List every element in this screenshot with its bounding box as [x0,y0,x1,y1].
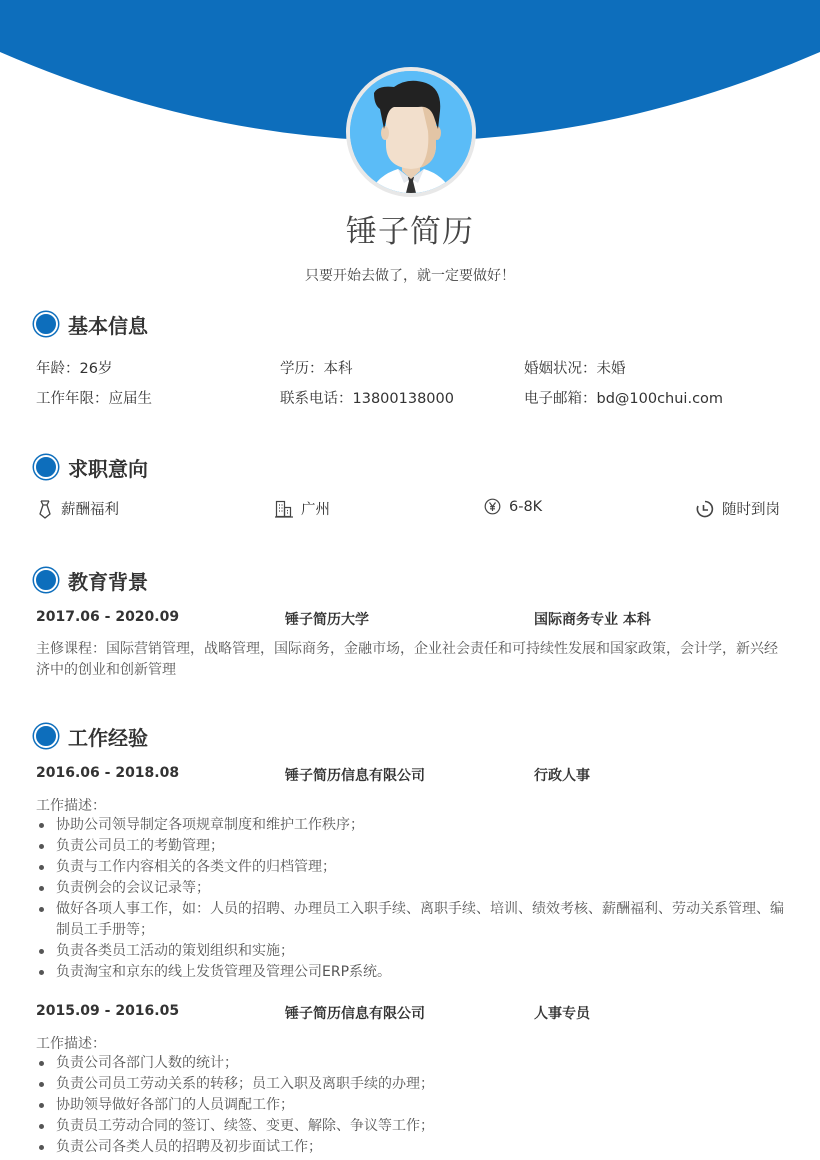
resume-motto: 只要开始去做了，就一定要做好！ [305,268,515,284]
work-desc-label: 工作描述： [36,798,106,814]
intent-label: 随时到岗 [722,502,780,518]
list-item: 做好各项人事工作，如：人员的招聘、办理员工入职手续、离职手续、培训、绩效考核、薪酬福利、劳动关系管理、编制员工手册等； [36,899,791,941]
work-duties-list [36,1053,791,1158]
list-item: 负责与工作内容相关的各类文件的归档管理； [36,857,791,878]
marital-status: 婚姻状况：未婚 [524,361,626,377]
list-item: 负责公司各类人员的招聘及初步面试工作； [36,1137,791,1158]
intent-availability [696,498,780,519]
age: 年龄：26岁 [36,361,113,377]
intent-salary [484,498,542,515]
education-courses: 主修课程：国际营销管理，战略管理，国际商务，金融市场，企业社会责任和可持续性发展和国家政策，会计学，新兴经济中的创业和创新管理 [36,641,778,678]
work-years: 工作年限：应届生 [36,391,152,407]
list-item: 负责各类员工活动的策划组织和实施； [36,941,791,962]
section-work-experience [33,723,148,749]
list-item: 负责公司员工的考勤管理； [36,836,791,857]
list-item: 协助公司领导制定各项规章制度和维护工作秩序； [36,815,791,836]
section-title: 基本信息 [68,313,148,338]
resume-name: 锤子简历 [346,214,474,250]
section-bullet-icon [34,455,58,479]
section-bullet-icon [34,312,58,336]
work-entry-header [36,1003,796,1023]
work-desc-label: 工作描述： [36,1036,106,1052]
list-item: 负责淘宝和京东的线上发货管理及管理公司ERP系统。 [36,962,791,983]
section-bullet-icon [34,724,58,748]
section-bullet-icon [34,568,58,592]
work-duties-list [36,815,791,983]
work-position: 行政人事 [534,768,590,784]
intent-label: 广州 [301,502,330,518]
list-item: 负责公司员工劳动关系的转移；员工入职及离职手续的办理； [36,1074,791,1095]
work-period: 2016.06 - 2018.08 [36,765,180,781]
section-title: 教育背景 [68,569,148,594]
section-job-intent [33,454,148,480]
work-company: 锤子简历信息有限公司 [285,768,425,784]
work-period: 2015.09 - 2016.05 [36,1003,180,1019]
education-level: 学历：本科 [280,361,353,377]
email: 电子邮箱：bd@100chui.com [524,391,724,407]
section-basic-info [33,311,148,337]
list-item: 协助领导做好各部门的人员调配工作； [36,1095,791,1116]
section-education [33,567,148,593]
yen-icon [484,498,501,515]
clock-icon [696,500,714,518]
education-period: 2017.06 - 2020.09 [36,609,180,625]
intent-benefits [37,498,119,519]
education-entry-header [36,609,796,629]
education-school: 锤子简历大学 [285,612,369,628]
work-entry-header [36,765,796,785]
job-intent-row [0,498,820,520]
intent-label: 薪酬福利 [61,502,119,518]
work-company: 锤子简历信息有限公司 [285,1006,425,1022]
list-item: 负责公司各部门人数的统计； [36,1053,791,1074]
phone: 联系电话：13800138000 [280,391,454,407]
section-title: 求职意向 [68,456,148,481]
intent-label: 6-8K [509,498,543,515]
work-position: 人事专员 [534,1006,590,1022]
section-title: 工作经验 [68,725,148,750]
education-major: 国际商务专业 本科 [534,612,651,628]
list-item: 负责员工劳动合同的签订、续签、变更、解除、争议等工作； [36,1116,791,1137]
list-item: 负责例会的会议记录等； [36,878,791,899]
intent-city [275,498,330,519]
tie-icon [37,499,53,519]
avatar-male-cartoon-icon [350,71,472,193]
building-icon [275,500,293,518]
avatar [346,67,476,197]
